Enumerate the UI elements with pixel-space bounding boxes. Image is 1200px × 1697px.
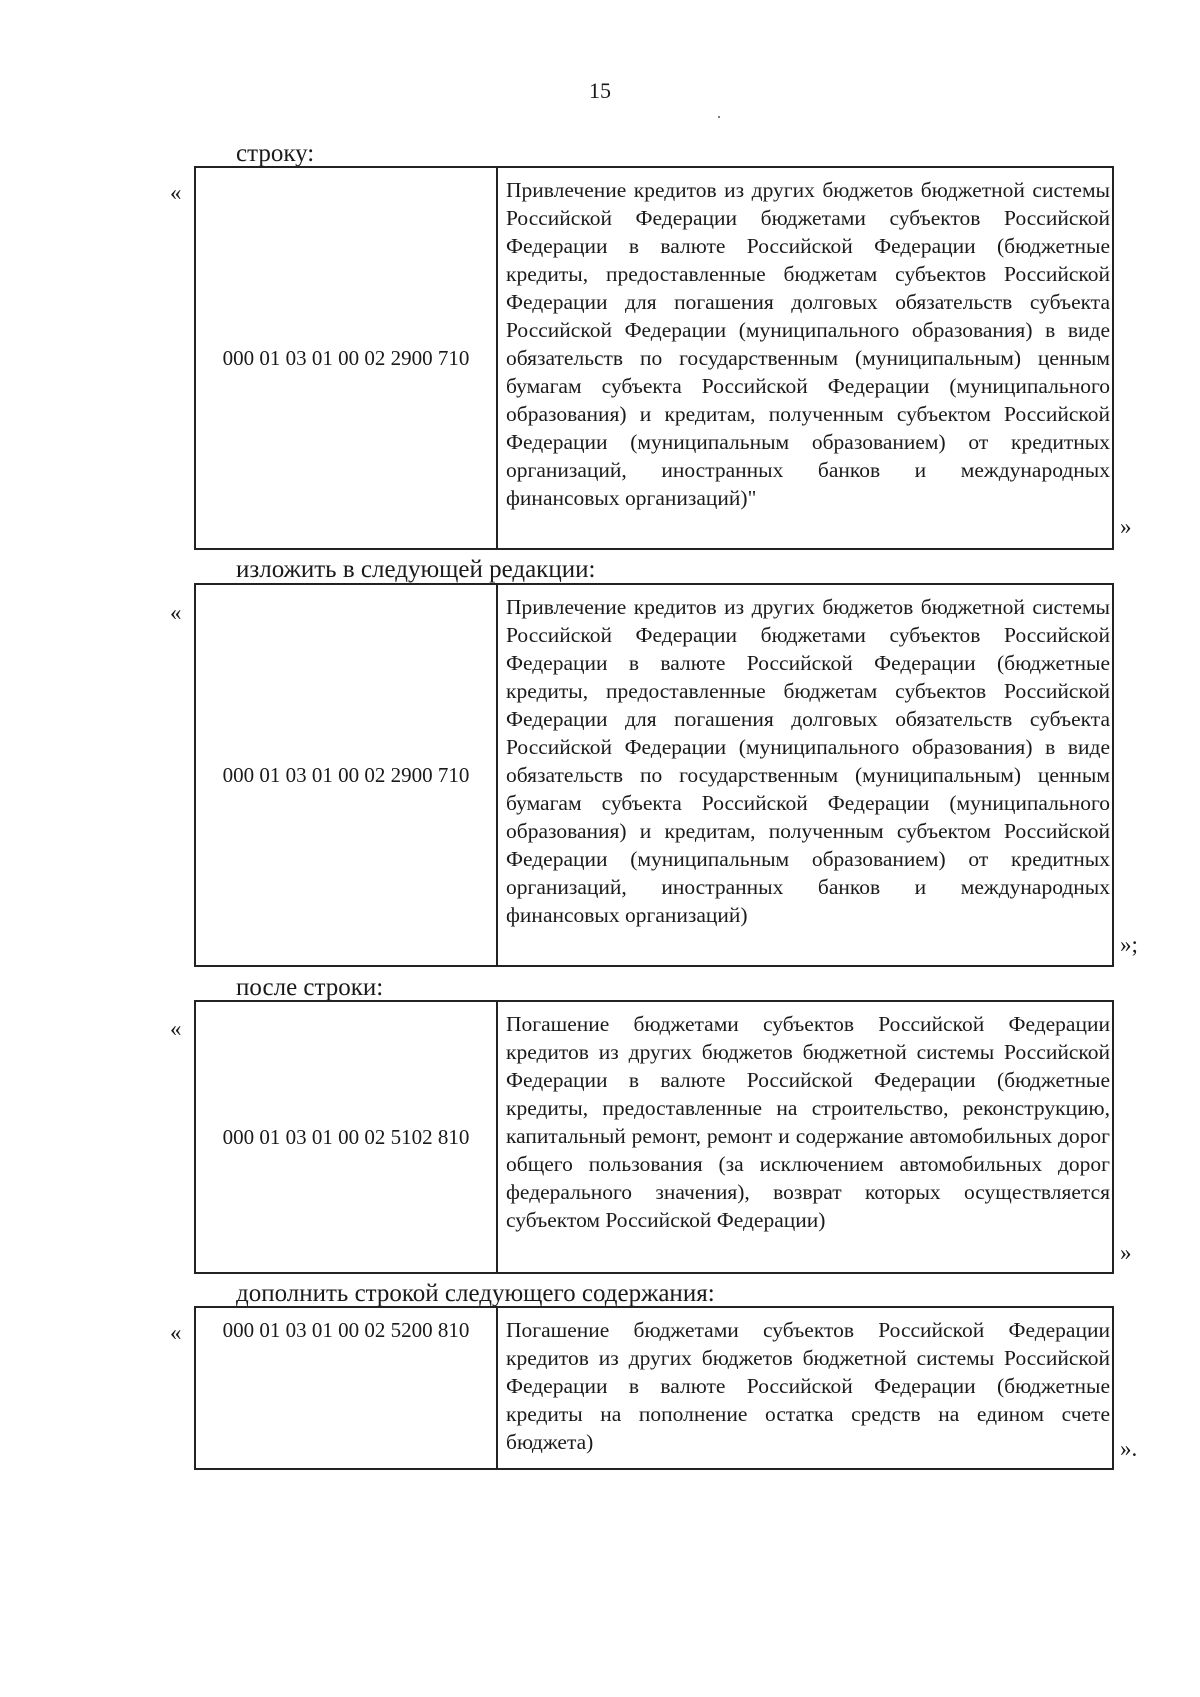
- section-intro: изложить в следующей редакции:: [236, 556, 596, 583]
- scan-speck: [718, 116, 720, 118]
- budget-line-description: Привлечение кредитов из других бюджетов бюджетной системы Российской Федерации бюджетами субъектов Российской Федерации в валюте Российской Федерации (бюджетные кредиты, предоставленные бюджетам субъектов Российской Федерации для погашения долговых обязательств субъекта Российской Федерации (муниципального образования) в виде обязательств по государственным (муниципальным) ценным бумагам субъекта Российской Федерации (муниципального образования) и кредитам, полученным субъектом Российской Федерации (муниципальным образованием) от кредитных организаций, иностранных банков и международных финансовых организаций): [506, 595, 1110, 927]
- budget-line-table: [194, 1000, 1114, 1274]
- open-quote: «: [170, 1016, 182, 1041]
- close-quote: »: [1120, 514, 1132, 539]
- budget-line-description: Погашение бюджетами субъектов Российской Федерации кредитов из других бюджетов бюджетной системы Российской Федерации в валюте Российской Федерации (бюджетные кредиты на пополнение остатка средств на едином счете бюджета): [506, 1318, 1110, 1454]
- budget-classification-code: 000 01 03 01 00 02 5102 810: [196, 1002, 498, 1272]
- section-intro: дополнить строкой следующего содержания:: [236, 1280, 715, 1307]
- budget-line-description: Погашение бюджетами субъектов Российской Федерации кредитов из других бюджетов бюджетной системы Российской Федерации в валюте Российской Федерации (бюджетные кредиты, предоставленные на строительство, реконструкцию, капитальный ремонт, ремонт и содержание автомобильных дорог общего пользования (за исключением автомобильных дорог федерального значения), возврат которых осуществляется субъектом Российской Федерации): [506, 1012, 1110, 1232]
- budget-line-table: [194, 1306, 1114, 1470]
- section-intro: строку:: [236, 140, 315, 167]
- open-quote: «: [170, 180, 182, 205]
- budget-line-description: Привлечение кредитов из других бюджетов бюджетной системы Российской Федерации бюджетами субъектов Российской Федерации в валюте Российской Федерации (бюджетные кредиты, предоставленные бюджетам субъектов Российской Федерации для погашения долговых обязательств субъекта Российской Федерации (муниципального образования) в виде обязательств по государственным (муниципальным) ценным бумагам субъекта Российской Федерации (муниципального образования) и кредитам, полученным субъектом Российской Федерации (муниципальным образованием) от кредитных организаций, иностранных банков и международных финансовых организаций)": [506, 178, 1110, 510]
- budget-line-table: [194, 166, 1114, 550]
- budget-classification-code: 000 01 03 01 00 02 5200 810: [196, 1308, 498, 1468]
- close-quote: »;: [1120, 932, 1138, 957]
- open-quote: «: [170, 1320, 182, 1345]
- budget-classification-code: 000 01 03 01 00 02 2900 710: [196, 585, 498, 965]
- open-quote: «: [170, 600, 182, 625]
- close-quote: »: [1120, 1240, 1132, 1265]
- budget-classification-code: 000 01 03 01 00 02 2900 710: [196, 168, 498, 548]
- section-intro: после строки:: [236, 974, 384, 1001]
- page-number: 15: [589, 78, 611, 103]
- close-quote: ».: [1120, 1436, 1138, 1461]
- budget-line-table: [194, 583, 1114, 967]
